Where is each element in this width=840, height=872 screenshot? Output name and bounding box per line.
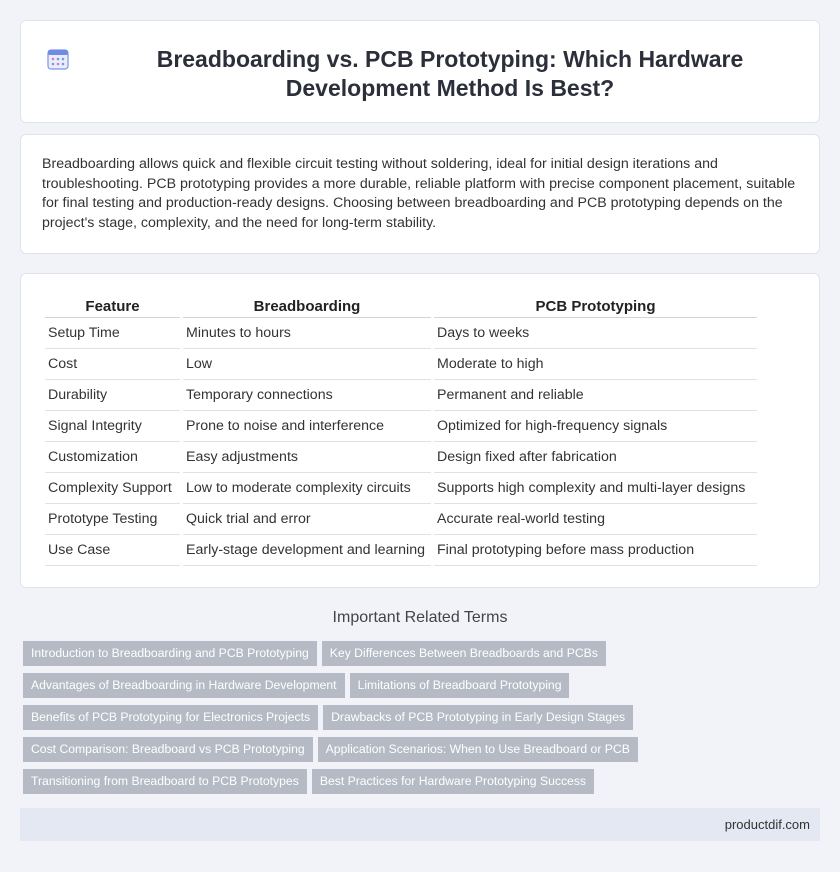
related-tag-link[interactable]: Cost Comparison: Breadboard vs PCB Prototyping [23,737,313,762]
footer [20,808,820,841]
table-cell: Low [183,349,431,380]
related-tags-row [23,673,574,698]
page-title: Breadboarding vs. PCB Prototyping: Which Hardware Development Method Is Best? [156,46,744,101]
table-cell: Minutes to hours [183,318,431,349]
table-row [45,380,757,411]
footer-site-link[interactable]: productdif.com [724,817,810,832]
related-terms-heading: Important Related Terms [332,609,508,626]
intro-paragraph: Breadboarding allows quick and flexible circuit testing without soldering, ideal for initial design iterations and troubleshooting. PCB prototyping provides a more durable, reliable platform with precise component placement, suitable for final testing and production-ready designs. Choosing between breadboarding and PCB prototyping depends on the project's stage, complexity, and the need for long-term stability. [42,156,796,231]
column-header-pcb-prototyping: PCB Prototyping [434,296,757,318]
table-cell: Prototype Testing [45,504,180,535]
related-tag-link[interactable]: Application Scenarios: When to Use Breadboard or PCB [318,737,638,762]
comparison-table-card [20,273,820,588]
table-cell: Final prototyping before mass production [434,535,757,566]
table-row [45,442,757,473]
table-cell: Low to moderate complexity circuits [183,473,431,504]
table-row [45,473,757,504]
table-cell: Setup Time [45,318,180,349]
table-cell: Accurate real-world testing [434,504,757,535]
related-tag-link[interactable]: Introduction to Breadboarding and PCB Prototyping [23,641,317,666]
table-cell: Optimized for high-frequency signals [434,411,757,442]
related-tag-link[interactable]: Key Differences Between Breadboards and PCBs [322,641,606,666]
table-cell: Permanent and reliable [434,380,757,411]
related-tags-row [23,641,611,666]
table-cell: Design fixed after fabrication [434,442,757,473]
table-cell: Prone to noise and interference [183,411,431,442]
column-header-feature: Feature [45,296,180,318]
table-cell: Temporary connections [183,380,431,411]
table-cell: Use Case [45,535,180,566]
table-cell: Moderate to high [434,349,757,380]
related-tag-link[interactable]: Benefits of PCB Prototyping for Electronics Projects [23,705,318,730]
related-tags-row [23,705,638,730]
related-tag-link[interactable]: Drawbacks of PCB Prototyping in Early Design Stages [323,705,633,730]
related-tags-row [23,769,599,794]
related-tag-link[interactable]: Limitations of Breadboard Prototyping [350,673,570,698]
table-cell: Quick trial and error [183,504,431,535]
table-cell: Signal Integrity [45,411,180,442]
table-cell: Customization [45,442,180,473]
table-cell: Durability [45,380,180,411]
table-cell: Early-stage development and learning [183,535,431,566]
related-tag-link[interactable]: Advantages of Breadboarding in Hardware Development [23,673,345,698]
related-tags-row [23,737,643,762]
table-header-row [45,296,757,318]
table-row [45,411,757,442]
comparison-table [42,296,760,566]
related-tag-link[interactable]: Transitioning from Breadboard to PCB Prototypes [23,769,307,794]
table-cell: Supports high complexity and multi-layer designs [434,473,757,504]
column-header-breadboarding: Breadboarding [183,296,431,318]
table-row [45,535,757,566]
intro-card [20,134,820,254]
table-cell: Complexity Support [45,473,180,504]
title-card [20,20,820,123]
table-cell: Easy adjustments [183,442,431,473]
related-tag-link[interactable]: Best Practices for Hardware Prototyping Success [312,769,594,794]
table-row [45,318,757,349]
table-cell: Cost [45,349,180,380]
table-row [45,504,757,535]
table-cell: Days to weeks [434,318,757,349]
table-row [45,349,757,380]
